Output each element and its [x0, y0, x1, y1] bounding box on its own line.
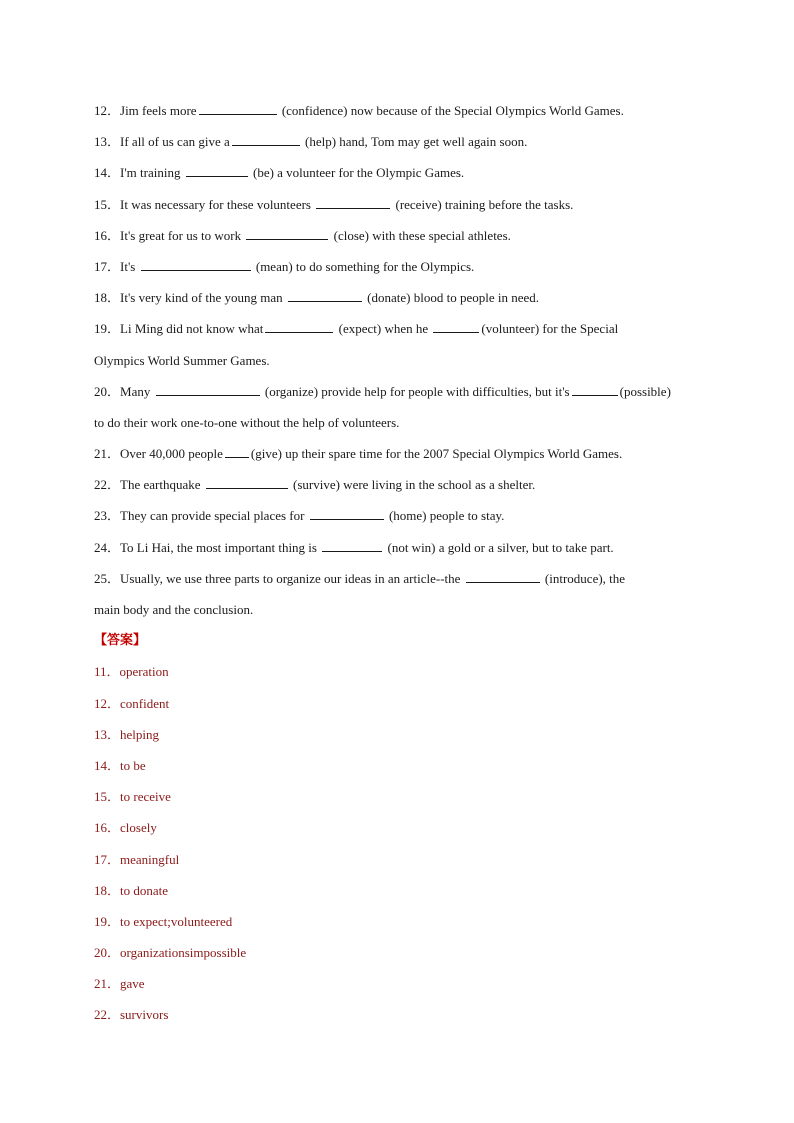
answer-line: 20．organizationsimpossible [94, 945, 247, 961]
question-number: 19． [94, 321, 121, 337]
question-number: 14． [94, 165, 121, 181]
answer-line: 12．confident [94, 695, 170, 711]
question-line [94, 129, 714, 160]
answer-blank [186, 163, 248, 177]
question-text: I'm training [120, 165, 184, 181]
question-text: Jim feels more [120, 103, 197, 118]
answer-blank [225, 444, 249, 458]
answer-blank [466, 569, 540, 583]
answer-line: 14．to be [94, 757, 146, 773]
question-text: Olympics World Summer Games. [94, 352, 270, 368]
question-text: (not win) a gold or a silver, but to take part. [384, 539, 614, 555]
question-number: 22． [94, 477, 121, 493]
answer-blank [310, 506, 384, 520]
answer-line: 17．meaningful [94, 851, 180, 867]
answer-blank [322, 538, 382, 552]
question-text: (volunteer) for the Special [481, 321, 619, 337]
answer-blank [288, 288, 362, 302]
question-text: (donate) blood to people in need. [363, 290, 540, 306]
answer-blank [246, 226, 328, 240]
answer-blank [232, 132, 300, 146]
question-line [94, 441, 714, 472]
question-text: Many [120, 383, 154, 399]
question-text: If all of us can give a [120, 134, 230, 150]
answer-line: 11．operation [94, 664, 169, 680]
question-number: 12． [94, 103, 121, 118]
question-line [94, 379, 714, 410]
question-text: It was necessary for these volunteers [120, 196, 315, 212]
question-line [94, 316, 714, 347]
question-text: (introduce), the [541, 570, 626, 586]
question-number: 18． [94, 290, 121, 306]
answer-line: 18．to donate [94, 882, 169, 898]
question-number: 13． [94, 134, 121, 150]
question-text: To Li Hai, the most important thing is [120, 539, 321, 555]
question-text: Usually, we use three parts to organize our ideas in an article--the [120, 570, 464, 586]
question-text: Over 40,000 people [120, 446, 223, 462]
question-text: (close) with these special athletes. [330, 227, 511, 243]
question-line [94, 597, 714, 628]
exercise-content [94, 98, 714, 1034]
question-text: (home) people to stay. [385, 508, 505, 524]
question-line [94, 223, 714, 254]
question-text: (give) up their spare time for the 2007 Special Olympics World Games. [250, 446, 623, 462]
question-line [94, 160, 714, 191]
question-text: (be) a volunteer for the Olympic Games. [249, 165, 465, 181]
question-text: It's great for us to work [120, 227, 245, 243]
question-line [94, 192, 714, 223]
answer-line: 15．to receive [94, 789, 171, 805]
question-line [94, 472, 714, 503]
answer-line: 16．closely [94, 820, 157, 836]
question-line [94, 254, 714, 285]
answer-blank [316, 195, 390, 209]
answer-blank [206, 475, 288, 489]
question-line [94, 348, 714, 379]
question-text: (survive) were living in the school as a shelter. [289, 477, 536, 493]
question-text: (mean) to do something for the Olympics. [252, 258, 475, 274]
question-number: 15． [94, 196, 121, 212]
question-text: Li Ming did not know what [120, 321, 264, 337]
question-number: 23． [94, 508, 121, 524]
question-text: (expect) when he [335, 321, 432, 337]
answer-blank [141, 257, 251, 271]
question-line [94, 285, 714, 316]
question-number: 17． [94, 258, 121, 274]
answer-blank [156, 382, 260, 396]
question-line [94, 503, 714, 534]
question-text: to do their work one-to-one without the help of volunteers. [94, 414, 400, 430]
question-number: 16． [94, 227, 121, 243]
answer-heading: 【答案】 [94, 633, 147, 649]
answer-blank [199, 101, 277, 115]
question-text: (help) hand, Tom may get well again soon. [301, 134, 528, 150]
answer-blank [265, 319, 333, 333]
question-number: 25． [94, 570, 121, 586]
question-text: main body and the conclusion. [94, 602, 254, 617]
question-text: It's very kind of the young man [120, 290, 286, 306]
answer-line: 21．gave [94, 976, 145, 992]
question-number: 24． [94, 539, 121, 555]
question-text: It's [120, 258, 139, 274]
question-text: (receive) training before the tasks. [392, 196, 574, 212]
question-line [94, 98, 714, 129]
question-number: 20． [94, 383, 121, 399]
question-number: 21． [94, 446, 121, 462]
question-text: They can provide special places for [120, 508, 308, 524]
answer-line: 22．survivors [94, 1007, 169, 1023]
answer-blank [572, 382, 618, 396]
question-text: (confidence) now because of the Special Olympics World Games. [278, 103, 624, 118]
question-text: (organize) provide help for people with difficulties, but it's [261, 383, 570, 399]
question-line [94, 410, 714, 441]
question-text: The earthquake [120, 477, 204, 493]
question-line [94, 535, 714, 566]
question-text: (possible) [619, 383, 671, 399]
answer-line: 13．helping [94, 726, 159, 742]
question-line [94, 566, 714, 597]
answer-blank [433, 319, 479, 333]
answer-line: 19．to expect;volunteered [94, 913, 233, 929]
